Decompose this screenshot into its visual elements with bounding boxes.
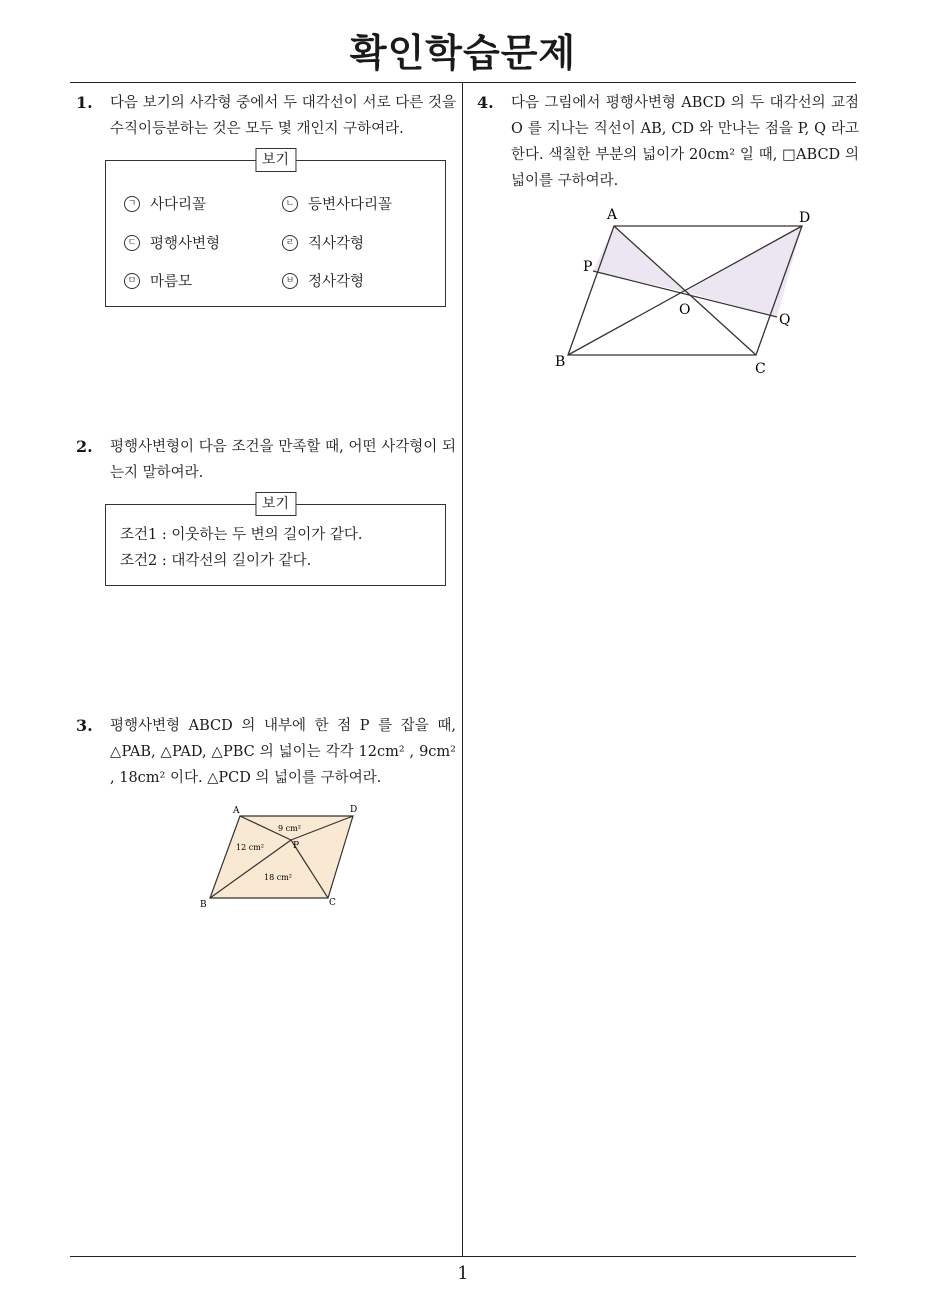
box-label: 보기	[255, 492, 296, 516]
area-label-pab: 12 cm²	[236, 843, 264, 852]
shaded-triangle-doq	[685, 226, 802, 317]
vertex-label-b: B	[200, 900, 207, 910]
page-title: 확인학습문제	[349, 31, 577, 75]
vertex-label-a: A	[233, 806, 240, 816]
question-4	[477, 90, 859, 194]
area-label-pad: 9 cm²	[278, 824, 301, 833]
question-text: 평행사변형이 다음 조건을 만족할 때, 어떤 사각형이 되는지 말하여라.	[110, 439, 456, 481]
question-number: 1.	[76, 93, 93, 112]
question-1	[76, 90, 456, 142]
header-rule	[70, 82, 856, 83]
question-2	[76, 434, 456, 486]
choice-label: 정사각형	[308, 274, 365, 290]
vertex-label-d: D	[799, 210, 811, 226]
question-number: 4.	[477, 93, 494, 112]
choice-label: 마름모	[150, 274, 193, 290]
choice-item	[282, 193, 392, 214]
vertex-label-c: C	[755, 361, 766, 377]
question-text: 다음 보기의 사각형 중에서 두 대각선이 서로 다른 것을 수직이등분하는 것은 모두 몇 개인지 구하여라.	[110, 95, 456, 137]
box-label: 보기	[255, 148, 296, 172]
vertex-label-o: O	[679, 302, 691, 318]
question-number: 3.	[76, 716, 93, 735]
choice-item	[124, 232, 220, 253]
parallelogram-figure-q3	[195, 800, 365, 910]
choice-mark: ㄹ	[282, 235, 298, 251]
choice-item	[124, 193, 206, 214]
conditions-box	[105, 496, 446, 586]
vertex-label-p: P	[293, 841, 300, 851]
question-3	[76, 713, 456, 791]
choice-label: 직사각형	[308, 236, 365, 252]
choice-mark: ㄴ	[282, 196, 298, 212]
choice-label: 등변사다리꼴	[308, 197, 393, 213]
choice-mark: ㄷ	[124, 235, 140, 251]
question-number: 2.	[76, 437, 93, 456]
vertex-label-d: D	[350, 805, 358, 815]
vertex-label-q: Q	[779, 312, 791, 328]
vertex-label-a: A	[607, 207, 618, 223]
question-text: 다음 그림에서 평행사변형 ABCD 의 두 대각선의 교점 O 를 지나는 직선이 AB, CD 와 만나는 점을 P, Q 라고 한다. 색칠한 부분의 넓이가 20cm² 일 때, □ABCD 의 넓이를 구하여라.	[511, 95, 859, 189]
choice-item	[282, 270, 364, 291]
choice-mark: ㄱ	[124, 196, 140, 212]
choice-mark: ㅂ	[282, 273, 298, 289]
page-number: 1	[457, 1263, 469, 1284]
area-label-pbc: 18 cm²	[264, 873, 292, 882]
vertex-label-c: C	[329, 898, 336, 908]
choices-box	[105, 152, 446, 307]
choice-label: 사다리꼴	[150, 197, 207, 213]
condition-1: 조건1 : 이웃하는 두 변의 길이가 같다.	[120, 527, 363, 543]
condition-2: 조건2 : 대각선의 길이가 같다.	[120, 553, 312, 569]
footer-rule	[70, 1256, 856, 1257]
vertex-label-p: P	[583, 259, 593, 275]
question-text: 평행사변형 ABCD 의 내부에 한 점 P 를 잡을 때, △PAB, △PAD, △PBC 의 넓이는 각각 12cm² , 9cm² , 18cm² 이다. △PCD 의 넓이를 구하여라.	[110, 718, 456, 786]
choice-item	[282, 232, 364, 253]
column-divider	[462, 82, 463, 1257]
choice-label: 평행사변형	[150, 236, 221, 252]
choice-item	[124, 270, 192, 291]
vertex-label-b: B	[555, 354, 566, 370]
parallelogram-figure-q4	[545, 200, 815, 380]
choice-mark: ㅁ	[124, 273, 140, 289]
